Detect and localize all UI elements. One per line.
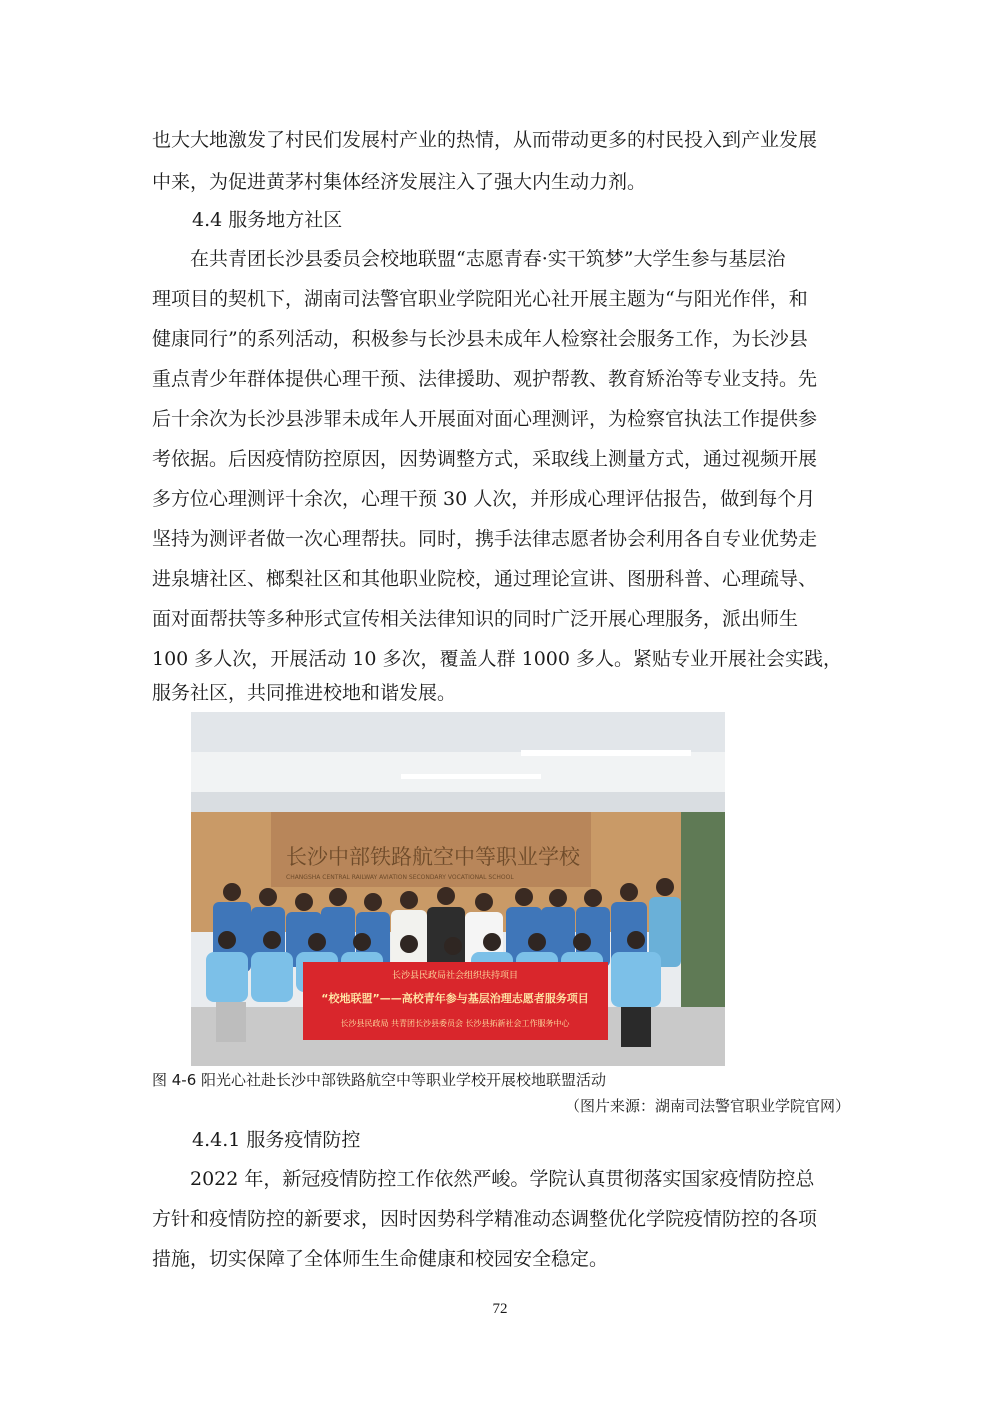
body-line: 在共青团长沙县委员会校地联盟“志愿青春·实干筑梦”大学生参与基层治 bbox=[152, 248, 786, 270]
page-number: 72 bbox=[492, 1301, 508, 1317]
body-line: 重点青少年群体提供心理干预、法律援助、观护帮教、教育矫治等专业支持。先 bbox=[152, 368, 818, 390]
banner-sponsors: 长沙县民政局 共青团长沙县委员会 长沙县拓新社会工作服务中心 bbox=[340, 1019, 570, 1028]
body-line: 多方位心理测评十余次，心理干预 30 人次，并形成心理评估报告，做到每个月 bbox=[152, 488, 816, 510]
body-line: 健康同行”的系列活动，积极参与长沙县未成年人检察社会服务工作，为长沙县 bbox=[152, 328, 808, 350]
body-line: 2022 年，新冠疫情防控工作依然严峻。学院认真贯彻落实国家疫情防控总 bbox=[152, 1168, 815, 1190]
body-line: 措施，切实保障了全体师生生命健康和校园安全稳定。 bbox=[152, 1248, 609, 1270]
group-photo-illustration bbox=[191, 712, 725, 1066]
body-line: 理项目的契机下，湖南司法警官职业学院阳光心社开展主题为“与阳光作伴，和 bbox=[152, 288, 808, 310]
body-line: 服务社区，共同推进校地和谐发展。 bbox=[152, 682, 457, 704]
banner-small-text: 长沙县民政局社会组织扶持项目 bbox=[391, 971, 519, 981]
body-line: 方针和疫情防控的新要求，因时因势科学精准动态调整优化学院疫情防控的各项 bbox=[152, 1208, 818, 1230]
section-heading: 4.4 服务地方社区 bbox=[192, 209, 343, 231]
body-line: 中来，为促进黄茅村集体经济发展注入了强大内生动力剂。 bbox=[152, 171, 647, 193]
body-line: 坚持为测评者做一次心理帮扶。同时，携手法律志愿者协会利用各自专业优势走 bbox=[152, 528, 818, 550]
body-line: 考依据。后因疫情防控原因，因势调整方式，采取线上测量方式，通过视频开展 bbox=[152, 448, 818, 470]
banner-title: “校地联盟”——高校青年参与基层治理志愿者服务项目 bbox=[321, 992, 589, 1005]
figure-caption: 图 4-6 阳光心社赴长沙中部铁路航空中等职业学校开展校地联盟活动 bbox=[152, 1071, 607, 1089]
subsection-heading: 4.4.1 服务疫情防控 bbox=[192, 1129, 361, 1151]
body-line: 后十余次为长沙县涉罪未成年人开展面对面心理测评，为检察官执法工作提供参 bbox=[152, 408, 818, 430]
body-line: 100 多人次，开展活动 10 多次，覆盖人群 1000 多人。紧贴专业开展社会实践， bbox=[152, 648, 842, 670]
body-line: 进泉塘社区、榔梨社区和其他职业院校，通过理论宣讲、图册科普、心理疏导、 bbox=[152, 568, 818, 590]
group-photo bbox=[191, 712, 725, 1066]
wall-sign: 长沙中部铁路航空中等职业学校 bbox=[286, 845, 580, 869]
figure-source: （图片来源：湖南司法警官职业学院官网） bbox=[564, 1097, 850, 1115]
body-line: 面对面帮扶等多种形式宣传相关法律知识的同时广泛开展心理服务，派出师生 bbox=[152, 608, 799, 630]
wall-sign-english: CHANGSHA CENTRAL RAILWAY AVIATION SECONDARY VOCATIONAL SCHOOL bbox=[286, 874, 514, 881]
body-line: 也大大地激发了村民们发展村产业的热情，从而带动更多的村民投入到产业发展 bbox=[152, 129, 818, 151]
